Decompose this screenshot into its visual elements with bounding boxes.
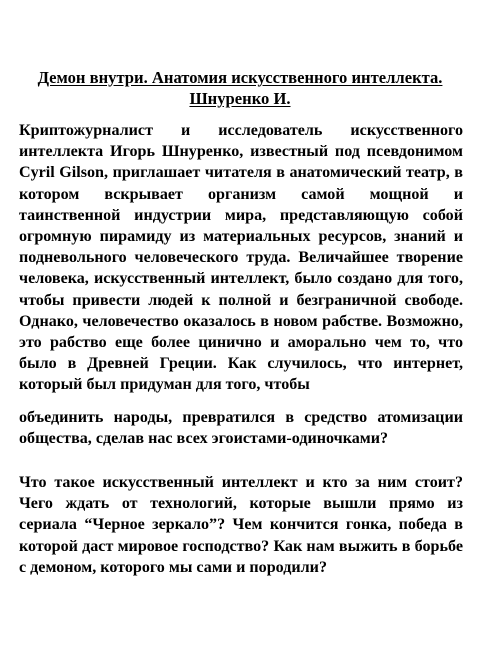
document-title: Демон внутри. Анатомия искусственного интеллекта. Шнуренко И. — [37, 68, 443, 108]
paragraph-1: Криптожурналист и исследователь искусственного интеллекта Игорь Шнуренко, известный под псевдонимом Cyril Gilson, приглашает читателя в анатомический театр, в котором вскрывает организм самой мощной и таинственной индустрии мира, представляющую собой огромную пирамиду из материальных ресурсов, знаний и подневольного человеческого труда. Величайшее творение человека, искусственный интеллект, было создано для того, чтобы привести людей к полной и безграничной свободе. Однако, человечество оказалось в новом рабстве. Возможно, это рабство еще более цинично и аморально чем то, что было в Древней Греции. Как случилось, что интернет, который был придуман для того, чтобы — [19, 122, 463, 394]
paragraph-3: Что такое искусственный интеллект и кто за ним стоит? Чего ждать от технологий, которые вышли прямо из сериала “Черное зеркало”? Чем кончится гонка, победа в которой даст мировое господство? Как нам выжить в борьбе с демоном, которого мы сами и породили? — [19, 474, 463, 576]
paragraph-2: объединить народы, превратился в средство атомизации общества, сделав нас всех эгоистами-одиночками? — [19, 409, 463, 448]
